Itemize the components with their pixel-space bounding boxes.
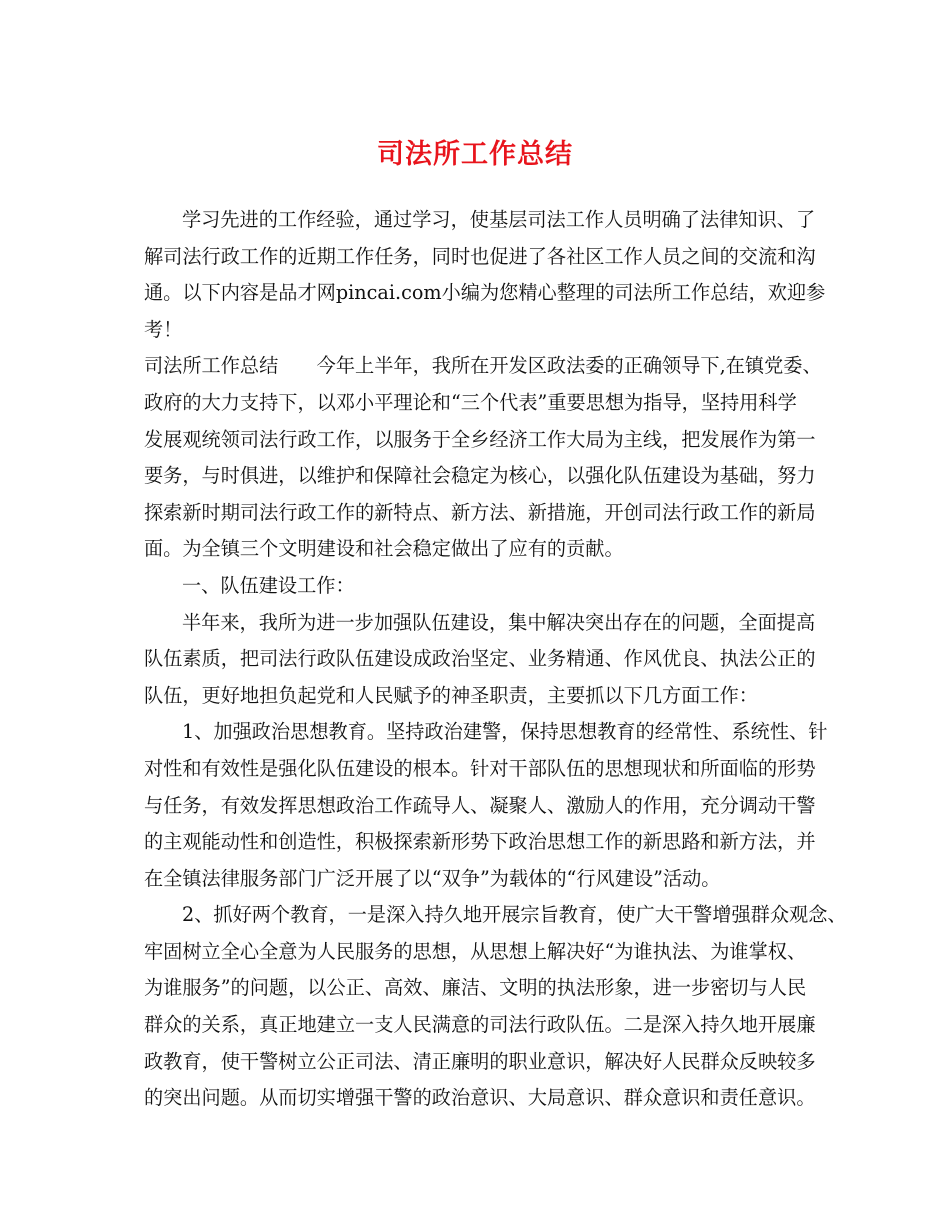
text-line: 的突出问题。从而切实增强干警的政治意识、大局意识、群众意识和责任意识。 [144,1086,816,1110]
text-line: 要务，与时俱进，以维护和保障社会稳定为核心，以强化队伍建设为基础，努力 [144,464,816,488]
text-line: 为谁服务”的问题，以公正、高效、廉洁、文明的执法形象，进一步密切与人民 [144,976,807,1000]
text-line: 面。为全镇三个文明建设和社会稳定做出了应有的贡献。 [144,537,624,561]
text-line: 发展观统领司法行政工作，以服务于全乡经济工作大局为主线，把发展作为第一 [144,427,816,451]
section-heading: 一、队伍建设工作： [182,573,355,597]
text-line: 在全镇法律服务部门广泛开展了以“双争”为载体的“行风建设”活动。 [144,866,721,890]
text-line: 学习先进的工作经验，通过学习，使基层司法工作人员明确了法律知识、了 [182,208,816,231]
text-line: 与任务，有效发挥思想政治工作疏导人、凝聚人、激励人的作用，充分调动干警 [144,793,816,817]
document-body [144,202,847,1117]
text-line: 1、加强政治思想教育。坚持政治建警，保持思想教育的经常性、系统性、针 [182,720,828,744]
text-line: 解司法行政工作的近期工作任务，同时也促进了各社区工作人员之间的交流和沟 [144,244,816,268]
text-line: 队伍素质，把司法行政队伍建设成政治坚定、业务精通、作风优良、执法公正的 [144,647,816,671]
text-line: 牢固树立全心全意为人民服务的思想，从思想上解决好“为谁执法、为谁掌权、 [144,939,807,963]
text-line: 队伍，更好地担负起党和人民赋予的神圣职责，主要抓以下几方面工作： [144,683,758,707]
text-line: 的主观能动性和创造性，积极探索新形势下政治思想工作的新思路和新方法，并 [144,830,816,854]
text-line: 政教育，使干警树立公正司法、清正廉明的职业意识，解决好人民群众反映较多 [144,1049,816,1073]
document-title: 司法所工作总结 [377,139,573,170]
text-line: 半年来，我所为进一步加强队伍建设，集中解决突出存在的问题，全面提高 [182,610,816,634]
text-line: 2、抓好两个教育，一是深入持久地开展宗旨教育，使广大干警增强群众观念、 [182,903,847,927]
text-line: 政府的大力支持下，以邓小平理论和“三个代表”重要思想为指导，坚持用科学 [144,390,797,414]
text-line: 探索新时期司法行政工作的新特点、新方法、新措施，开创司法行政工作的新局 [144,500,816,524]
text-line: 考！ [144,317,183,341]
text-line: 司法所工作总结 今年上半年，我所在开发区政法委的正确领导下,在镇党委、 [144,354,822,378]
text-line: 通。以下内容是品才网pincai.com小编为您精心整理的司法所工作总结，欢迎参 [144,281,826,305]
text-line: 对性和有效性是强化队伍建设的根本。针对干部队伍的思想现状和所面临的形势 [144,756,816,780]
text-line: 群众的关系，真正地建立一支人民满意的司法行政队伍。二是深入持久地开展廉 [144,1013,816,1037]
